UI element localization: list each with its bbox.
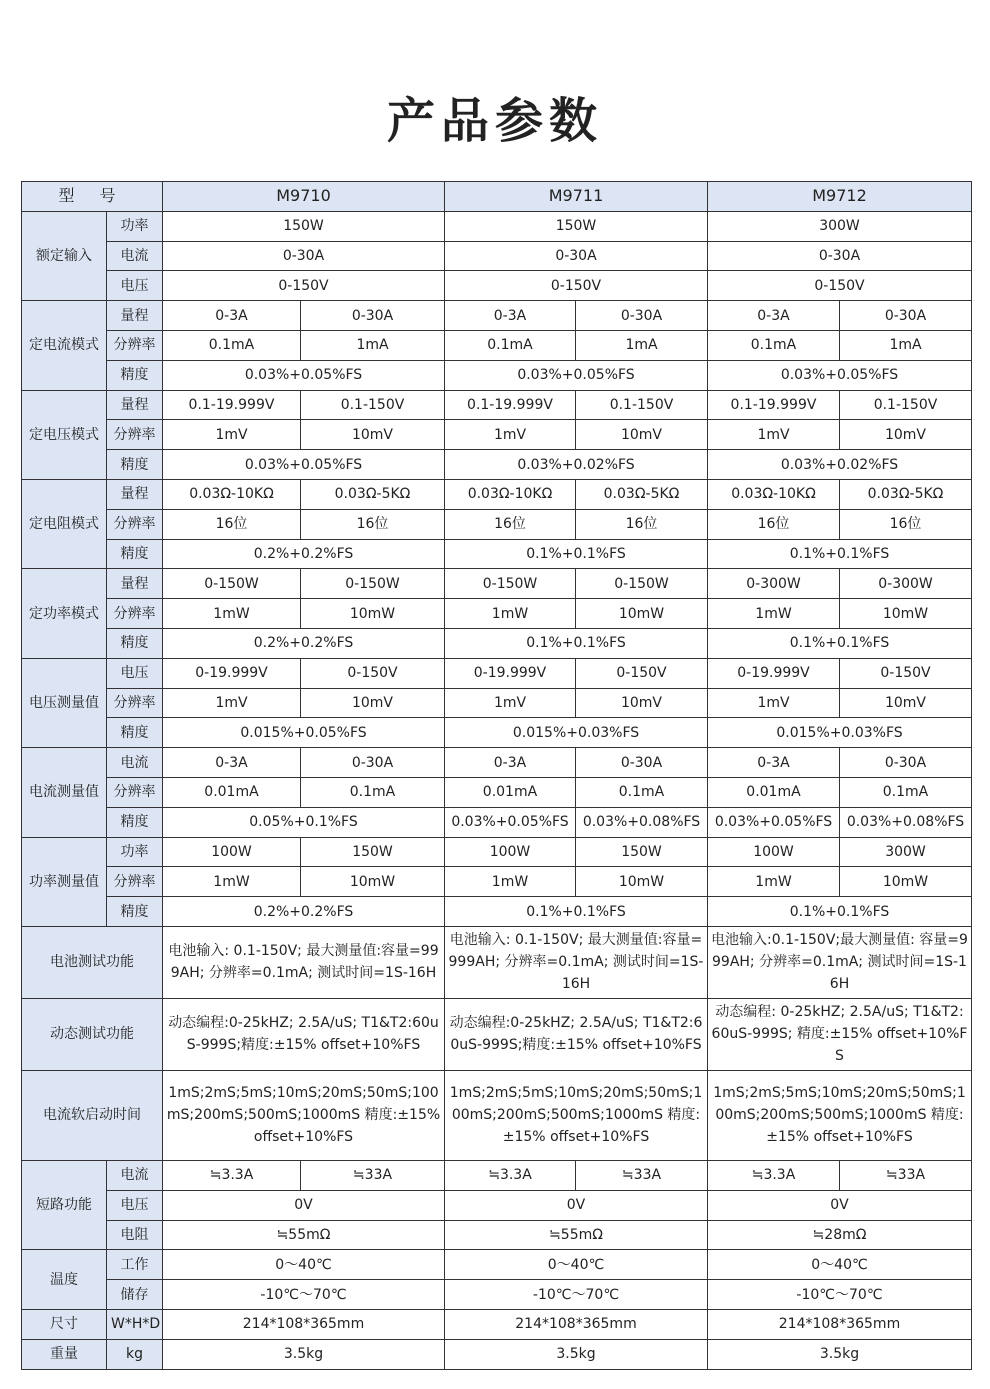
table-row [22, 926, 972, 998]
sub-label: 分辨率 [107, 330, 163, 360]
value-cell: 0-30A [301, 301, 445, 331]
value-cell: 10mV [576, 420, 708, 450]
table-row [22, 539, 972, 569]
value-cell: 150W [163, 211, 445, 241]
value-cell: 1mW [163, 599, 301, 629]
value-cell: 0.1mA [163, 330, 301, 360]
value-cell: 300W [708, 211, 972, 241]
value-cell: 16位 [708, 509, 840, 539]
sub-label: 精度 [107, 628, 163, 658]
sub-label: 分辨率 [107, 867, 163, 897]
table-row [22, 1220, 972, 1250]
value-cell: 0.1-19.999V [445, 390, 576, 420]
value-cell: 1mS;2mS;5mS;10mS;20mS;50mS;100mS;200mS;500mS;1000mS 精度:±15% offset+10%FS [445, 1070, 708, 1160]
value-cell: 0.1%+0.1%FS [445, 628, 708, 658]
value-cell: 0.05%+0.1%FS [163, 807, 445, 837]
value-cell: 0-3A [708, 748, 840, 778]
value-cell: 1mA [576, 330, 708, 360]
value-cell: 16位 [301, 509, 445, 539]
sub-label: 工作 [107, 1250, 163, 1280]
sub-label: 量程 [107, 301, 163, 331]
value-cell: 0.015%+0.05%FS [163, 718, 445, 748]
value-cell: 0.1%+0.1%FS [708, 539, 972, 569]
value-cell: 0-3A [445, 301, 576, 331]
sub-label: 电流 [107, 241, 163, 271]
table-row [22, 998, 972, 1070]
value-cell: 1mW [445, 867, 576, 897]
value-cell: 0.2%+0.2%FS [163, 897, 445, 927]
group-label: 短路功能 [22, 1160, 107, 1249]
value-cell: 0.1-150V [301, 390, 445, 420]
value-cell: 0.03Ω-10KΩ [445, 479, 576, 509]
value-cell: 0.03Ω-5KΩ [301, 479, 445, 509]
value-cell: 10mV [840, 420, 972, 450]
table-row [22, 837, 972, 867]
model-header: M9712 [708, 182, 972, 212]
value-cell: 0.1mA [576, 777, 708, 807]
value-cell: 0.03%+0.02%FS [708, 450, 972, 480]
sub-label: 电流 [107, 748, 163, 778]
value-cell: 0.1%+0.1%FS [708, 628, 972, 658]
value-cell: 0-30A [163, 241, 445, 271]
value-cell: 0-150V [445, 271, 708, 301]
table-row [22, 271, 972, 301]
value-cell: ≒33A [301, 1160, 445, 1190]
value-cell: 1mV [708, 688, 840, 718]
value-cell: 0.1mA [301, 777, 445, 807]
value-cell: 1mV [163, 420, 301, 450]
sub-label: 精度 [107, 807, 163, 837]
value-cell: 1mS;2mS;5mS;10mS;20mS;50mS;100mS;200mS;500mS;1000mS 精度:±15% offset+10%FS [708, 1070, 972, 1160]
value-cell: 16位 [840, 509, 972, 539]
sub-label: 量程 [107, 569, 163, 599]
sub-label: 量程 [107, 479, 163, 509]
value-cell: 0.03%+0.05%FS [163, 360, 445, 390]
value-cell: 0.1-19.999V [708, 390, 840, 420]
value-cell: 动态编程:0-25kHZ; 2.5A/uS; T1&T2:60uS-999S;精度:±15% offset+10%FS [163, 998, 445, 1070]
value-cell: 214*108*365mm [708, 1309, 972, 1339]
value-cell: 1mW [708, 867, 840, 897]
value-cell: 10mV [576, 688, 708, 718]
value-cell: 0.1%+0.1%FS [708, 897, 972, 927]
value-cell: 0-150V [301, 658, 445, 688]
value-cell: ≒3.3A [163, 1160, 301, 1190]
table-row [22, 1070, 972, 1160]
value-cell: 0.1mA [708, 330, 840, 360]
sub-label: 精度 [107, 360, 163, 390]
value-cell: ≒55mΩ [163, 1220, 445, 1250]
value-cell: 1mA [301, 330, 445, 360]
table-row [22, 599, 972, 629]
value-cell: 0.01mA [163, 777, 301, 807]
value-cell: ≒3.3A [708, 1160, 840, 1190]
value-cell: 3.5kg [445, 1339, 708, 1369]
table-row [22, 1160, 972, 1190]
value-cell: 0.1-150V [840, 390, 972, 420]
table-row [22, 509, 972, 539]
table-row [22, 867, 972, 897]
value-cell: 0.2%+0.2%FS [163, 539, 445, 569]
value-cell: 100W [445, 837, 576, 867]
value-cell: -10℃～70℃ [445, 1280, 708, 1310]
value-cell: 电池输入: 0.1-150V; 最大测量值:容量=999AH; 分辨率=0.1mA; 测试时间=1S-16H [163, 926, 445, 998]
table-row [22, 1309, 972, 1339]
value-cell: 150W [576, 837, 708, 867]
sub-label: 分辨率 [107, 777, 163, 807]
table-row [22, 807, 972, 837]
value-cell: 0.03Ω-5KΩ [840, 479, 972, 509]
sub-label: 精度 [107, 450, 163, 480]
group-label: 定电压模式 [22, 390, 107, 479]
table-row [22, 450, 972, 480]
value-cell: 0-150W [445, 569, 576, 599]
value-cell: 16位 [576, 509, 708, 539]
value-cell: 0-19.999V [163, 658, 301, 688]
table-row [22, 241, 972, 271]
value-cell: 0.1-19.999V [163, 390, 301, 420]
value-cell: 16位 [445, 509, 576, 539]
sub-label: 分辨率 [107, 688, 163, 718]
value-cell: 0-3A [445, 748, 576, 778]
value-cell: 0.01mA [708, 777, 840, 807]
value-cell: ≒3.3A [445, 1160, 576, 1190]
value-cell: 0-300W [708, 569, 840, 599]
sub-label: 分辨率 [107, 420, 163, 450]
value-cell: 0-150V [576, 658, 708, 688]
value-cell: 10mW [576, 599, 708, 629]
table-row [22, 748, 972, 778]
sub-label: 储存 [107, 1280, 163, 1310]
table-row [22, 1190, 972, 1220]
value-cell: 214*108*365mm [163, 1309, 445, 1339]
group-label: 额定输入 [22, 211, 107, 300]
table-row [22, 330, 972, 360]
model-header: M9710 [163, 182, 445, 212]
group-label: 定功率模式 [22, 569, 107, 658]
value-cell: 0.03%+0.05%FS [708, 360, 972, 390]
value-cell: 100W [708, 837, 840, 867]
value-cell: 0-3A [163, 301, 301, 331]
value-cell: 0.2%+0.2%FS [163, 628, 445, 658]
value-cell: 1mV [445, 688, 576, 718]
table-row [22, 1250, 972, 1280]
value-cell: 10mW [301, 599, 445, 629]
value-cell: 0.03%+0.05%FS [445, 807, 576, 837]
value-cell: 0.03%+0.02%FS [445, 450, 708, 480]
value-cell: 10mW [840, 599, 972, 629]
group-label: 温度 [22, 1250, 107, 1310]
header-row [22, 182, 972, 212]
value-cell: 3.5kg [708, 1339, 972, 1369]
value-cell: 0.03Ω-10KΩ [708, 479, 840, 509]
value-cell: 1mW [163, 867, 301, 897]
table-row [22, 390, 972, 420]
table-row [22, 479, 972, 509]
group-label: 电池测试功能 [22, 926, 163, 998]
value-cell: 0-30A [576, 301, 708, 331]
value-cell: ≒55mΩ [445, 1220, 708, 1250]
group-label: 电流软启动时间 [22, 1070, 163, 1160]
value-cell: 0-30A [301, 748, 445, 778]
value-cell: 0-150W [301, 569, 445, 599]
value-cell: -10℃～70℃ [163, 1280, 445, 1310]
value-cell: 0.01mA [445, 777, 576, 807]
value-cell: ≒33A [576, 1160, 708, 1190]
group-label: 电压测量值 [22, 658, 107, 747]
value-cell: 1mV [708, 420, 840, 450]
sub-label: kg [107, 1339, 163, 1369]
value-cell: 214*108*365mm [445, 1309, 708, 1339]
value-cell: 0.015%+0.03%FS [445, 718, 708, 748]
value-cell: 0-150W [163, 569, 301, 599]
value-cell: 0.03%+0.08%FS [840, 807, 972, 837]
table-row [22, 688, 972, 718]
value-cell: 150W [301, 837, 445, 867]
value-cell: 1mV [163, 688, 301, 718]
table-row [22, 420, 972, 450]
value-cell: 0-150V [163, 271, 445, 301]
value-cell: ≒28mΩ [708, 1220, 972, 1250]
value-cell: 10mW [301, 867, 445, 897]
value-cell: 10mW [576, 867, 708, 897]
sub-label: W*H*D [107, 1309, 163, 1339]
sub-label: 功率 [107, 211, 163, 241]
value-cell: 1mW [708, 599, 840, 629]
value-cell: 0.03%+0.05%FS [445, 360, 708, 390]
value-cell: 1mS;2mS;5mS;10mS;20mS;50mS;100mS;200mS;500mS;1000mS 精度:±15% offset+10%FS [163, 1070, 445, 1160]
value-cell: 0-19.999V [445, 658, 576, 688]
sub-label: 电压 [107, 271, 163, 301]
value-cell: 0-150V [840, 658, 972, 688]
value-cell: 0～40℃ [708, 1250, 972, 1280]
sub-label: 电压 [107, 658, 163, 688]
table-row [22, 897, 972, 927]
value-cell: 10mV [840, 688, 972, 718]
model-header: M9711 [445, 182, 708, 212]
group-label: 重量 [22, 1339, 107, 1369]
sub-label: 精度 [107, 539, 163, 569]
table-row [22, 301, 972, 331]
group-label: 动态测试功能 [22, 998, 163, 1070]
table-row [22, 569, 972, 599]
value-cell: 10mV [301, 688, 445, 718]
value-cell: 0.1%+0.1%FS [445, 897, 708, 927]
sub-label: 精度 [107, 718, 163, 748]
value-cell: 0.03Ω-5KΩ [576, 479, 708, 509]
spec-table [21, 181, 972, 1370]
table-row [22, 628, 972, 658]
type-header: 型 号 [22, 182, 163, 212]
value-cell: 0.1mA [445, 330, 576, 360]
value-cell: 1mA [840, 330, 972, 360]
table-row [22, 1280, 972, 1310]
value-cell: 0-19.999V [708, 658, 840, 688]
table-row [22, 777, 972, 807]
table-row [22, 211, 972, 241]
value-cell: ≒33A [840, 1160, 972, 1190]
value-cell: 3.5kg [163, 1339, 445, 1369]
sub-label: 分辨率 [107, 509, 163, 539]
value-cell: 0-3A [163, 748, 301, 778]
value-cell: 电池输入: 0.1-150V; 最大测量值:容量=999AH; 分辨率=0.1mA; 测试时间=1S-16H [445, 926, 708, 998]
page-title: 产品参数 [386, 93, 603, 149]
group-label: 功率测量值 [22, 837, 107, 926]
value-cell: 0-3A [708, 301, 840, 331]
value-cell: 动态编程: 0-25kHZ; 2.5A/uS; T1&T2:60uS-999S; 精度:±15% offset+10%FS [708, 998, 972, 1070]
value-cell: 0～40℃ [163, 1250, 445, 1280]
value-cell: 0.1mA [840, 777, 972, 807]
sub-label: 量程 [107, 390, 163, 420]
value-cell: 0-150W [576, 569, 708, 599]
table-row [22, 360, 972, 390]
value-cell: 0.03%+0.05%FS [163, 450, 445, 480]
group-label: 定电阻模式 [22, 479, 107, 568]
value-cell: 0.03%+0.05%FS [708, 807, 840, 837]
value-cell: 0-150V [708, 271, 972, 301]
value-cell: 0-30A [840, 301, 972, 331]
sub-label: 电流 [107, 1160, 163, 1190]
sub-label: 电压 [107, 1190, 163, 1220]
value-cell: 150W [445, 211, 708, 241]
table-row [22, 718, 972, 748]
sub-label: 功率 [107, 837, 163, 867]
sub-label: 电阻 [107, 1220, 163, 1250]
value-cell: 动态编程:0-25kHZ; 2.5A/uS; T1&T2:60uS-999S;精度:±15% offset+10%FS [445, 998, 708, 1070]
value-cell: 电池输入:0.1-150V;最大测量值: 容量=999AH; 分辨率=0.1mA; 测试时间=1S-16H [708, 926, 972, 998]
sub-label: 精度 [107, 897, 163, 927]
value-cell: 0V [163, 1190, 445, 1220]
group-label: 尺寸 [22, 1309, 107, 1339]
value-cell: 300W [840, 837, 972, 867]
value-cell: 0.1-150V [576, 390, 708, 420]
value-cell: 0-30A [445, 241, 708, 271]
value-cell: -10℃～70℃ [708, 1280, 972, 1310]
table-row [22, 658, 972, 688]
group-label: 电流测量值 [22, 748, 107, 837]
value-cell: 0～40℃ [445, 1250, 708, 1280]
value-cell: 0-300W [840, 569, 972, 599]
value-cell: 100W [163, 837, 301, 867]
value-cell: 0.1%+0.1%FS [445, 539, 708, 569]
table-row [22, 1339, 972, 1369]
value-cell: 0-30A [840, 748, 972, 778]
sub-label: 分辨率 [107, 599, 163, 629]
group-label: 定电流模式 [22, 301, 107, 390]
value-cell: 0-30A [576, 748, 708, 778]
value-cell: 16位 [163, 509, 301, 539]
value-cell: 10mV [301, 420, 445, 450]
value-cell: 0.015%+0.03%FS [708, 718, 972, 748]
value-cell: 0.03%+0.08%FS [576, 807, 708, 837]
value-cell: 0V [445, 1190, 708, 1220]
value-cell: 1mV [445, 420, 576, 450]
value-cell: 0-30A [708, 241, 972, 271]
value-cell: 1mW [445, 599, 576, 629]
value-cell: 10mW [840, 867, 972, 897]
value-cell: 0V [708, 1190, 972, 1220]
value-cell: 0.03Ω-10KΩ [163, 479, 301, 509]
